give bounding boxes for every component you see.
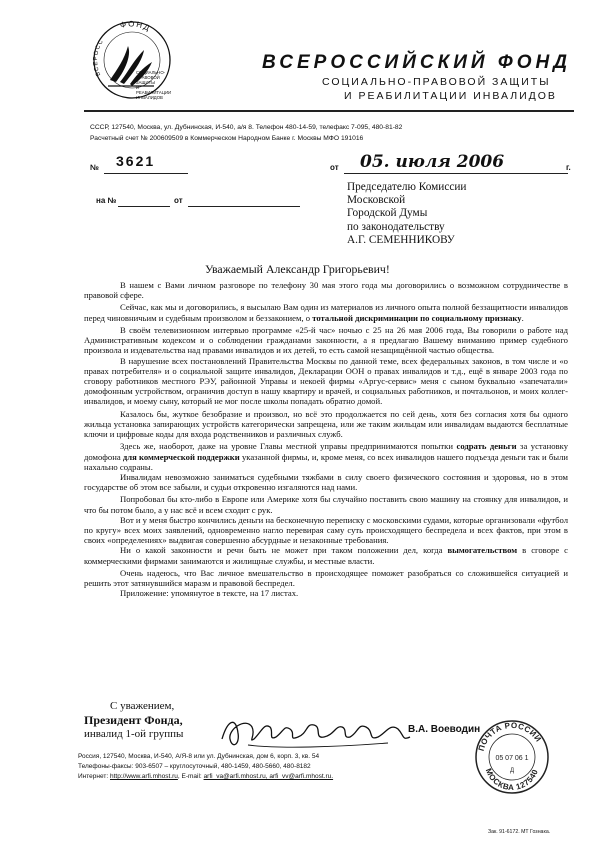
logo-text-5: РЕАБИЛИТАЦИИ	[136, 90, 172, 95]
letter-body	[84, 280, 568, 599]
address-line-1: СССР, 127540, Москва, ул. Дубнинская, И-540, а/я 8. Телефон 480-14-59, телефакс 7-095, 480-81-82	[90, 124, 403, 131]
paragraph-8: Попробовал бы кто-либо в Европе или Америке хотя бы случайно поставить свою машину на стоянку для инвалидов, и что бы потом было, а у нас всё и всем сходит с рук.	[84, 494, 568, 515]
website-link[interactable]: http://www.arfi.mhost.ru	[109, 773, 178, 780]
recipient-line: по законодательству	[347, 220, 445, 233]
org-name: ВСЕРОССИЙСКИЙ ФОНД	[262, 52, 571, 73]
recipient-line: Городской Думы	[347, 207, 428, 220]
stamp-top-text: ПОЧТА РОССИИ	[476, 720, 544, 753]
date-label: от	[330, 163, 339, 172]
greeting: Уважаемый Александр Григорьевич!	[205, 262, 390, 276]
email-links[interactable]: arfi_va@arfi.mhost.ru, arfi_vv@arfi.mhost.ru.	[203, 773, 334, 780]
paragraph-11: Очень надеюсь, что Вас личное вмешательство в происходящее поможет разобраться со сложившейся ситуацией и решить этот затянувшийся маразм и правовой беспредел.	[84, 567, 568, 589]
ref-date-label: от	[174, 196, 183, 205]
number-line	[104, 173, 188, 174]
logo-text-3: ЗАЩИТЫ	[136, 80, 156, 85]
paragraph-1: В нашем с Вами личном разговоре по телефону 30 мая этого года мы договорились о возможном сотрудничестве в правовой сфере.	[84, 280, 568, 301]
logo-text-6: ИНВАЛИДОВ	[136, 95, 163, 100]
stamp-bottom-text: МОСКВА 127540	[483, 767, 540, 793]
svg-text:ВСЕРОСС	[93, 38, 105, 76]
svg-text:ФОНД	[119, 19, 152, 33]
footer-line-2: Телефоны-факсы: 903-6507 – круглосуточный, 480-1459, 480-5660, 480-8182	[78, 763, 311, 770]
date-line	[344, 173, 568, 174]
foundation-logo	[88, 16, 176, 108]
recipient-block	[347, 181, 466, 247]
footer-line-3: Интернет: http://www.arfi.mhost.ru, E-mail: arfi_va@arfi.mhost.ru, arfi_vv@arfi.mhost.ru.	[78, 773, 334, 780]
address-line-2: Расчетный счет № 200609509 в Коммерческом Народном Банке г. Москвы МФО 191016	[90, 135, 364, 142]
logo-text-4: И	[136, 85, 140, 90]
paragraph-3: В своём телевизионном интервью программе «25-й час» ночью с 25 на 26 мая 2006 года, Вы говорили о работе над Административным кодексом и о соблюдении гражданами законности, а я предлагаю Вашему вниманию пример судебного произвола и издевательства над правами инвалидов и их детей, то есть самой незащищённой частью общества.	[84, 324, 568, 356]
logo-ring-text: ФОНД	[119, 19, 153, 34]
recipient-line: Председателю Комиссии	[347, 181, 467, 193]
number-label: №	[90, 163, 99, 172]
document-date: 05. июля 2006	[360, 152, 505, 172]
header-divider	[84, 110, 574, 112]
logo-text-1: СОЦИАЛЬНО-	[136, 70, 166, 75]
paragraph-6: Здесь же, наоборот, даже на уровне Главы местной управы предпринимаются попытки содрать деньги за установку домофона для коммерческой поддержки указанной фирмы, и, кроме меня, со всех инвалидов нашего подъезда деньги так и были нахально содраны.	[84, 441, 569, 472]
stamp-date: 05 07 06 1	[495, 755, 529, 762]
footer-line-1: Россия, 127540, Москва, И-540, А/Я-8 или ул. Дубнинская, дом 6, корп. 3, кв. 54	[78, 753, 320, 760]
paragraph-9: Вот и у меня быстро кончились деньги на бесконечную переписку с московскими судами, которые организовали «футбол по кругу» всех моих заявлений, одновременно нагло перевирая саму суть происходящего беспредела и всех фактов, при этом в своих «определениях» выдвигая совершенно абсурдные и незаконные требования.	[84, 514, 568, 546]
paragraph-4: В нарушение всех постановлений Правительства Москвы по данной теме, всех федеральных законов, в том числе и «о правах потребителя» и о социальной защите инвалидов, Декларации ООН о правах инвалидов и т.д., ещё в январе 2003 года по сговору работников местного РЭУ, районной Управы и некоей фирмы «Аргус-сервис» меня с сыном буквально «запечатали» домофонным устройством, ограничив доступ в нашу квартиру и врачей, и социальных работников, и почтальонов, и моих коллег-инвалидов, и моему сыну, который не мог после школы попадать обратно домой.	[84, 355, 568, 407]
attachment-note: Приложение: упомянутое в тексте, на 17 листах.	[120, 588, 299, 599]
ref-number-line	[118, 206, 170, 207]
stamp-mark: Д	[509, 768, 515, 774]
postmark-stamp	[473, 718, 551, 796]
handwritten-signature	[218, 709, 414, 757]
document-number: 3621	[116, 153, 156, 169]
ref-date-line	[188, 206, 300, 207]
ref-number-label: на №	[96, 196, 117, 205]
logo-ring-text-lower: ВСЕРОСС	[93, 38, 106, 77]
recipient-line: Московской	[347, 194, 406, 207]
signer-name: В.А. Воеводин	[408, 724, 481, 735]
paragraph-7: Инвалидам невозможно заниматься судебными тяжбами в силу своего физического состояния и здоровья, но в этом государстве об этом все забыли, и судьи откровенно изгаляются над нами.	[84, 471, 568, 493]
org-subtitle-2: И РЕАБИЛИТАЦИИ ИНВАЛИДОВ	[344, 90, 557, 102]
printer-mark: Зак. 91-6172. МТ Гознака.	[488, 829, 551, 835]
logo-text-2: ПРАВОВОЙ	[136, 75, 160, 80]
signer-subtitle: инвалид 1-ой группы	[84, 728, 184, 740]
paragraph-5: Казалось бы, жуткое безобразие и произвол, но всё это продолжается по сей день, хотя без согласия хотя бы одного жильца установка запирающих устройств категорически запрещена, или же таким жильцам или инвалидам выдаются бесплатные ключи и цифровые коды для входа родственников и различных служб.	[84, 408, 568, 440]
year-suffix: г.	[566, 163, 571, 172]
closing: С уважением,	[110, 700, 175, 712]
paragraph-10: Ни о какой законности и речи быть не может при таком положении дел, когда вымогательством в сговоре с коммерческими фирмами занимаются и жилищные службы, и местные власти.	[84, 545, 568, 566]
recipient-line: А.Г. СЕМЕННИКОВУ	[347, 233, 455, 246]
org-subtitle-1: СОЦИАЛЬНО-ПРАВОВОЙ ЗАЩИТЫ	[322, 76, 551, 88]
paragraph-2: Сейчас, как мы и договорились, я высылаю Вам один из материалов из личного опыта полной беззащитности инвалидов перед чиновничьим и судебным произволом и беззаконием, о тотальной дискриминации по социальному признаку.	[84, 302, 568, 323]
signer-title: Президент Фонда,	[84, 713, 183, 727]
